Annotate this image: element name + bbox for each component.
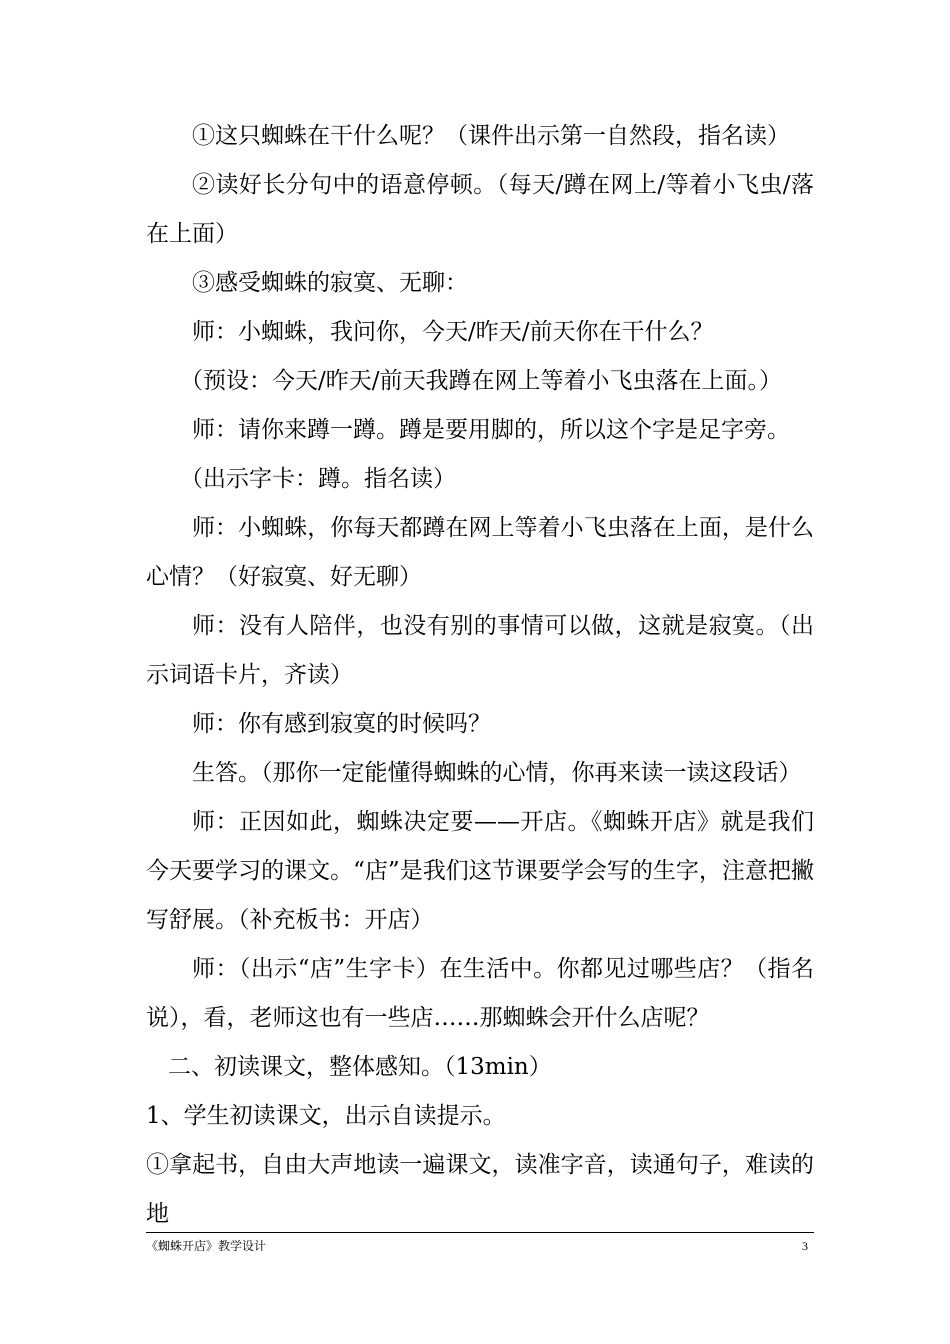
paragraph: 生答。（那你一定能懂得蜘蛛的心情，你再来读一读这段话） (192, 760, 802, 786)
footer-title: 《蜘蛛开店》教学设计 (146, 1239, 267, 1253)
paragraph: 1、学生初读课文，出示自读提示。 (146, 1103, 506, 1129)
paragraph: （预设：今天/昨天/前天我蹲在网上等着小飞虫落在上面。） (180, 368, 782, 394)
paragraph: 师：你有感到寂寞的时候吗？ (192, 711, 491, 737)
paragraph: 师：请你来蹲一蹲。蹲是要用脚的，所以这个字是足字旁。 (192, 417, 790, 443)
section-heading: 二、初读课文，整体感知。（13min） (168, 1054, 552, 1080)
paragraph: 师：没有人陪伴，也没有别的事情可以做，这就是寂寞。（出示词语卡片，齐读） (146, 613, 814, 688)
paragraph: ①拿起书，自由大声地读一遍课文，读准字音，读通句子，难读的地 (146, 1152, 814, 1227)
paragraph: 师：（出示“店”生字卡）在生活中。你都见过哪些店？（指名说），看，老师这也有一些店……那蜘蛛会开什么店呢？ (146, 956, 814, 1031)
paragraph: ①这只蜘蛛在干什么呢？（课件出示第一自然段，指名读） (192, 123, 790, 149)
paragraph: 师：小蜘蛛，你每天都蹲在网上等着小飞虫落在上面，是什么心情？（好寂寞、好无聊） (146, 515, 814, 590)
paragraph: 师：小蜘蛛，我问你，今天/昨天/前天你在干什么？ (192, 319, 714, 345)
footer-divider (146, 1232, 814, 1233)
document-body (146, 112, 814, 1239)
paragraph: ③感受蜘蛛的寂寞、无聊： (192, 270, 468, 296)
paragraph: （出示字卡：蹲。指名读） (180, 466, 456, 492)
paragraph: ②读好长分句中的语意停顿。（每天/蹲在网上/等着小飞虫/落在上面） (146, 172, 814, 247)
page-number: 3 (802, 1239, 808, 1253)
paragraph: 师：正因如此，蜘蛛决定要——开店。《蜘蛛开店》就是我们今天要学习的课文。“店”是我们这节课要学会写的生字，注意把撇写舒展。（补充板书：开店） (146, 809, 814, 933)
